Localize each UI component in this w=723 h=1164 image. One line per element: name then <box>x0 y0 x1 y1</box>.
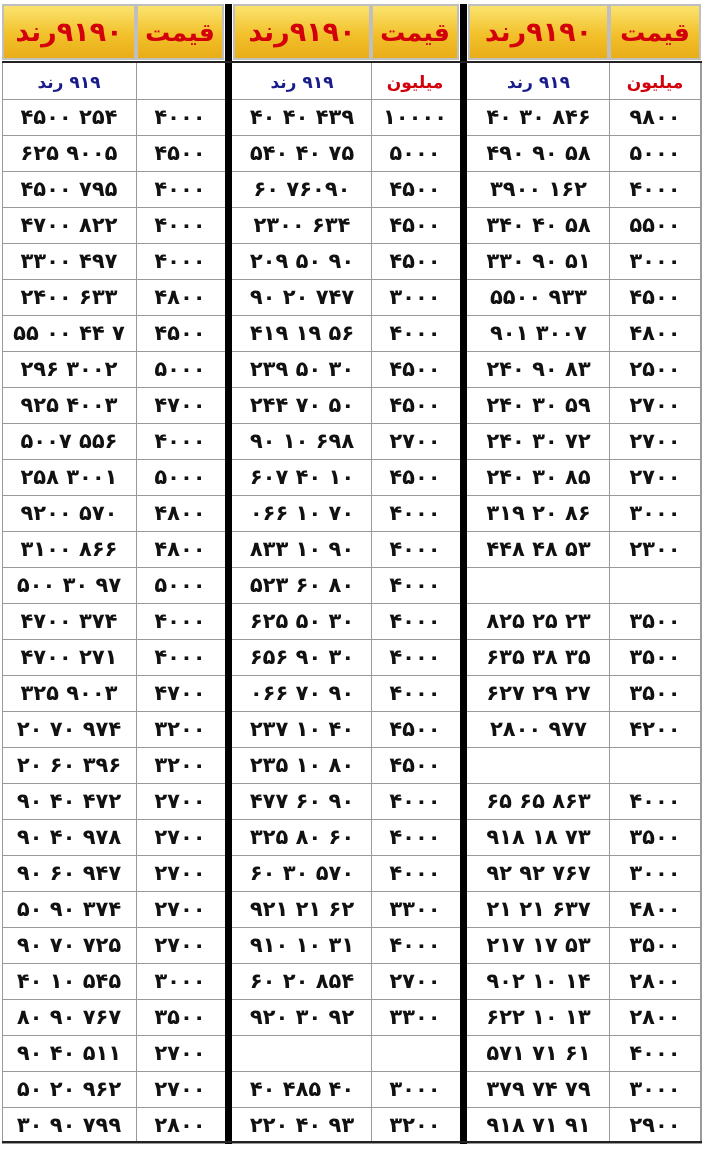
phone-number-cell: ۹۰ ۴۰ ۵۱۱ <box>16 1041 122 1065</box>
price-cell: ۳۲۰۰ <box>389 1113 441 1137</box>
row-divider <box>2 603 702 604</box>
price-cell <box>609 567 701 603</box>
phone-number-cell: ۲۴۰ ۹۰ ۸۳ <box>486 357 591 381</box>
price-cell: ۴۸۰۰ <box>629 321 681 345</box>
price-cell: ۵۰۰۰ <box>629 141 681 165</box>
phone-number-cell: ۵۰۰ ۳۰ ۹۷ <box>16 573 122 597</box>
phone-number-cell: ۹۲ ۹۲ ۷۶۷ <box>486 861 591 885</box>
price-cell: ۴۸۰۰ <box>154 537 206 561</box>
row-divider <box>2 387 702 388</box>
phone-number-cell: ۹۲۰۰ ۵۷۰ <box>20 501 118 525</box>
price-cell: ۴۰۰۰ <box>389 861 441 885</box>
phone-number-cell: ۲۰ ۷۰ ۹۷۴ <box>16 717 122 741</box>
phone-number-cell: ۵۰ ۹۰ ۳۷۴ <box>16 897 122 921</box>
price-cell: ۵۰۰۰ <box>154 357 206 381</box>
price-cell: ۴۵۰۰ <box>629 285 681 309</box>
price-cell: ۴۵۰۰ <box>154 321 206 345</box>
phone-number-cell: ۹۲۱ ۲۱ ۶۲ <box>249 897 355 921</box>
row-divider <box>2 99 702 100</box>
price-cell: ۲۷۰۰ <box>629 393 681 417</box>
phone-number-cell: ۹۰ ۴۰ ۴۷۲ <box>16 789 122 813</box>
column-divider <box>609 62 610 1142</box>
phone-number-cell: ۶۰ ۷۶۰۹۰ <box>253 177 351 201</box>
row-divider <box>2 711 702 712</box>
phone-number-cell: ۳۳۰۰ ۴۹۷ <box>20 249 118 273</box>
header-price-left: قیمت <box>136 4 224 60</box>
table-row <box>0 747 723 783</box>
table-row <box>0 279 723 315</box>
price-cell: ۳۰۰۰ <box>389 285 441 309</box>
price-cell: ۲۷۰۰ <box>154 861 206 885</box>
header-number-left: ۹۱۹۰رند <box>2 4 136 60</box>
phone-number-cell: ۴۵۰۰ ۲۵۴ <box>20 105 118 129</box>
price-cell: ۲۷۰۰ <box>154 1041 206 1065</box>
phone-number-cell: ۸۳۳ ۱۰ ۹۰ <box>249 537 355 561</box>
phone-number-cell: ۶۲۲ ۱۰ ۱۳ <box>486 1005 591 1029</box>
price-cell: ۳۰۰۰ <box>629 861 681 885</box>
phone-number-cell: ۶۲۵ ۹۰۰۵ <box>20 141 118 165</box>
phone-number-cell: ۳۴۰ ۴۰ ۵۸ <box>486 213 591 237</box>
price-cell: ۴۷۰۰ <box>154 393 206 417</box>
phone-number-cell: ۹۲۵ ۴۰۰۳ <box>20 393 118 417</box>
price-cell: ۴۰۰۰ <box>629 1041 681 1065</box>
row-divider <box>2 279 702 280</box>
table-row <box>0 927 723 963</box>
phone-number-cell: ۲۱۷ ۱۷ ۵۳ <box>486 933 591 957</box>
row-divider <box>2 315 702 316</box>
phone-number-cell <box>468 747 609 783</box>
price-cell: ۳۲۰۰ <box>154 717 206 741</box>
row-divider <box>2 135 702 136</box>
phone-number-cell: ۶۰ ۳۰ ۵۷۰ <box>249 861 355 885</box>
table-row <box>0 459 723 495</box>
row-divider <box>2 567 702 568</box>
table-row <box>0 1071 723 1107</box>
price-cell: ۴۰۰۰ <box>154 177 206 201</box>
phone-number-cell: ۹۰ ۴۰ ۹۷۸ <box>16 825 122 849</box>
phone-number-cell: ۲۳۷ ۱۰ ۴۰ <box>249 717 355 741</box>
phone-number-cell: ۴۰ ۳۰ ۸۴۶ <box>486 105 591 129</box>
table-row <box>0 135 723 171</box>
table-row <box>0 207 723 243</box>
phone-number-cell: ۴۰ ۱۰ ۵۴۵ <box>16 969 122 993</box>
price-cell: ۲۷۰۰ <box>154 789 206 813</box>
table-row <box>0 243 723 279</box>
subheader-price-middle: میلیون <box>386 73 444 93</box>
phone-number-cell: ۵۲۳ ۶۰ ۸۰ <box>249 573 355 597</box>
phone-number-cell: ۴۷۰۰ ۳۷۴ <box>20 609 118 633</box>
row-divider <box>2 495 702 496</box>
price-cell: ۴۰۰۰ <box>389 933 441 957</box>
price-cell: ۴۰۰۰ <box>154 645 206 669</box>
phone-number-cell: ۹۱۸ ۷۱ ۹۱ <box>486 1113 591 1137</box>
header-number-middle: ۹۱۹۰رند <box>233 4 371 60</box>
phone-number-cell: ۲۴۰ ۳۰ ۷۲ <box>486 429 591 453</box>
phone-number-cell: ۲۲۰ ۴۰ ۹۳ <box>249 1113 355 1137</box>
phone-number-cell: ۹۰ ۱۰ ۶۹۸ <box>249 429 355 453</box>
row-divider <box>2 1071 702 1072</box>
phone-number-cell: ۶۰۷ ۴۰ ۱۰ <box>249 465 355 489</box>
phone-number-cell: ۹۲۰ ۳۰ ۹۲ <box>249 1005 355 1029</box>
phone-number-cell: ۴۷۷ ۶۰ ۹۰ <box>249 789 355 813</box>
phone-number-cell: ۹۱۰ ۱۰ ۳۱ <box>249 933 355 957</box>
table-row <box>0 495 723 531</box>
table-row <box>0 711 723 747</box>
row-divider <box>2 639 702 640</box>
price-cell: ۴۰۰۰ <box>154 249 206 273</box>
phone-number-cell: ۲۴۴ ۷۰ ۵۰ <box>249 393 355 417</box>
phone-number-cell: ۳۰ ۹۰ ۷۹۹ <box>16 1113 122 1137</box>
price-cell: ۴۵۰۰ <box>389 717 441 741</box>
price-cell: ۴۵۰۰ <box>389 357 441 381</box>
table-row <box>0 99 723 135</box>
row-divider <box>2 459 702 460</box>
price-cell: ۴۵۰۰ <box>389 177 441 201</box>
price-cell: ۲۸۰۰ <box>629 969 681 993</box>
price-cell: ۴۰۰۰ <box>629 789 681 813</box>
row-divider <box>2 891 702 892</box>
phone-number-cell: ۹۰ ۷۰ ۷۲۵ <box>16 933 122 957</box>
price-cell <box>609 747 701 783</box>
table-row <box>0 891 723 927</box>
price-cell: ۴۵۰۰ <box>389 249 441 273</box>
price-cell: ۲۸۰۰ <box>629 1005 681 1029</box>
table-row <box>0 819 723 855</box>
table-bottom-border <box>2 1141 702 1143</box>
phone-number-cell: ۴۰ ۴۸۵ ۴۰ <box>249 1077 355 1101</box>
row-divider <box>2 171 702 172</box>
phone-number-cell: ۲۴۰ ۳۰ ۸۵ <box>486 465 591 489</box>
row-divider <box>2 927 702 928</box>
phone-number-cell: ۸۰ ۹۰ ۷۶۷ <box>16 1005 122 1029</box>
table-row <box>0 567 723 603</box>
price-cell <box>371 1035 459 1071</box>
price-cell: ۴۰۰۰ <box>154 213 206 237</box>
phone-number-cell: ۴۱۹ ۱۹ ۵۶ <box>249 321 355 345</box>
table-row <box>0 387 723 423</box>
phone-number-cell: ۹۰ ۶۰ ۹۴۷ <box>16 861 122 885</box>
phone-number-cell: ۴۹۰ ۹۰ ۵۸ <box>486 141 591 165</box>
header-price-right: قیمت <box>609 4 701 60</box>
row-divider <box>2 1107 702 1108</box>
price-cell: ۹۸۰۰ <box>629 105 681 129</box>
phone-number-cell: ۶۵۶ ۹۰ ۳۰ <box>249 645 355 669</box>
price-cell: ۲۷۰۰ <box>154 933 206 957</box>
price-cell: ۴۲۰۰ <box>629 717 681 741</box>
price-cell: ۴۰۰۰ <box>389 789 441 813</box>
price-cell: ۵۰۰۰ <box>389 141 441 165</box>
subheader-price-left <box>136 67 224 99</box>
price-cell: ۲۷۰۰ <box>629 465 681 489</box>
price-cell: ۳۳۰۰ <box>389 897 441 921</box>
phone-number-cell: ۵۰ ۲۰ ۹۶۲ <box>16 1077 122 1101</box>
phone-number-cell: ۶۳۵ ۳۸ ۳۵ <box>486 645 591 669</box>
price-cell: ۲۷۰۰ <box>629 429 681 453</box>
header-price-middle: قیمت <box>371 4 459 60</box>
table-row <box>0 783 723 819</box>
price-cell: ۴۵۰۰ <box>154 141 206 165</box>
column-divider <box>700 62 702 1142</box>
phone-number-cell: ۶۲۷ ۲۹ ۲۷ <box>486 681 591 705</box>
table-row <box>0 999 723 1035</box>
table-row <box>0 171 723 207</box>
phone-number-cell: ۲۱ ۲۱ ۶۳۷ <box>486 897 591 921</box>
phone-number-cell: ۴۷۰۰ ۲۷۱ <box>20 645 118 669</box>
price-cell: ۳۳۰۰ <box>389 1005 441 1029</box>
phone-number-cell: ۲۴۰ ۳۰ ۵۹ <box>486 393 591 417</box>
price-cell: ۴۰۰۰ <box>629 177 681 201</box>
phone-number-cell: ۰۶۶ ۱۰ ۷۰ <box>249 501 355 525</box>
price-cell: ۳۰۰۰ <box>629 1077 681 1101</box>
price-cell: ۴۰۰۰ <box>389 537 441 561</box>
phone-number-cell: ۸۲۵ ۲۵ ۲۳ <box>486 609 591 633</box>
phone-number-cell: ۹۰ ۲۰ ۷۴۷ <box>249 285 355 309</box>
table-row <box>0 963 723 999</box>
phone-number-cell: ۲۴۰۰ ۶۳۳ <box>20 285 118 309</box>
column-divider <box>371 62 372 1142</box>
phone-number-cell: ۳۲۵ ۹۰۰۳ <box>20 681 118 705</box>
table-row <box>0 603 723 639</box>
row-divider <box>2 855 702 856</box>
price-cell: ۳۵۰۰ <box>629 825 681 849</box>
phone-number-cell: ۶۵ ۶۵ ۸۶۳ <box>486 789 591 813</box>
price-cell: ۴۰۰۰ <box>154 105 206 129</box>
phone-number-cell: ۲۹۶ ۳۰۰۲ <box>20 357 118 381</box>
price-cell: ۴۰۰۰ <box>389 825 441 849</box>
subheader-number-middle: ۹۱۹ رند <box>270 73 334 93</box>
phone-number-cell: ۳۲۵ ۸۰ ۶۰ <box>249 825 355 849</box>
price-cell: ۴۷۰۰ <box>154 681 206 705</box>
phone-number-cell: ۲۰۹ ۵۰ ۹۰ <box>249 249 355 273</box>
phone-number-cell: ۳۹۰۰ ۱۶۲ <box>489 177 588 201</box>
subheader-price-right: میلیون <box>626 73 684 93</box>
row-divider <box>2 783 702 784</box>
row-divider <box>2 819 702 820</box>
phone-number-cell: ۳۱۰۰ ۸۶۶ <box>20 537 118 561</box>
price-cell: ۴۰۰۰ <box>154 609 206 633</box>
price-cell: ۴۰۰۰ <box>389 573 441 597</box>
price-cell: ۱۰۰۰۰ <box>382 105 448 129</box>
phone-number-cell <box>468 567 609 603</box>
price-cell: ۳۰۰۰ <box>629 249 681 273</box>
phone-number-cell: ۵۰۰۷ ۵۵۶ <box>20 429 118 453</box>
price-cell: ۲۷۰۰ <box>154 825 206 849</box>
section-separator <box>225 4 232 1144</box>
price-cell: ۳۵۰۰ <box>629 933 681 957</box>
phone-number-cell: ۲۵۸ ۳۰۰۱ <box>20 465 118 489</box>
phone-number-cell: ۳۳۰ ۹۰ ۵۱ <box>486 249 591 273</box>
price-cell: ۲۹۰۰ <box>629 1113 681 1137</box>
price-cell: ۳۲۰۰ <box>154 753 206 777</box>
phone-number-cell: ۴۴۸ ۴۸ ۵۳ <box>486 537 591 561</box>
price-cell: ۴۸۰۰ <box>154 285 206 309</box>
subheader-number-left: ۹۱۹ رند <box>37 73 101 93</box>
price-cell: ۴۰۰۰ <box>389 609 441 633</box>
row-divider <box>2 243 702 244</box>
phone-number-cell: ۹۰۱ ۳۰۰۷ <box>489 321 588 345</box>
row-divider <box>2 351 702 352</box>
phone-number-cell: ۲۳۵ ۱۰ ۸۰ <box>249 753 355 777</box>
price-cell: ۳۵۰۰ <box>629 645 681 669</box>
phone-number-cell: ۵۵۰۰ ۹۳۳ <box>489 285 588 309</box>
subheader-number-right: ۹۱۹ رند <box>506 73 571 93</box>
row-divider <box>2 999 702 1000</box>
price-cell: ۳۵۰۰ <box>629 681 681 705</box>
phone-number-cell: ۳۷۹ ۷۴ ۷۹ <box>486 1077 591 1101</box>
row-divider <box>2 1035 702 1036</box>
price-cell: ۲۷۰۰ <box>389 429 441 453</box>
row-divider <box>2 675 702 676</box>
header-bottom-border <box>2 61 702 63</box>
column-divider <box>2 62 3 1142</box>
price-cell: ۲۵۰۰ <box>629 357 681 381</box>
section-separator <box>460 4 467 1144</box>
phone-number-cell: ۲۰ ۶۰ ۳۹۶ <box>16 753 122 777</box>
phone-number-cell: ۹۱۸ ۱۸ ۷۳ <box>486 825 591 849</box>
price-cell: ۴۸۰۰ <box>154 501 206 525</box>
row-divider <box>2 963 702 964</box>
table-row <box>0 531 723 567</box>
price-cell: ۳۰۰۰ <box>389 1077 441 1101</box>
price-cell: ۴۵۰۰ <box>389 753 441 777</box>
table-row <box>0 351 723 387</box>
phone-number-cell: ۶۲۵ ۵۰ ۳۰ <box>249 609 355 633</box>
price-cell: ۵۰۰۰ <box>154 465 206 489</box>
header-number-right: ۹۱۹۰رند <box>468 4 609 60</box>
price-cell: ۳۰۰۰ <box>629 501 681 525</box>
row-divider <box>2 531 702 532</box>
price-cell: ۴۸۰۰ <box>629 897 681 921</box>
table-row <box>0 315 723 351</box>
table-row <box>0 423 723 459</box>
price-cell: ۴۰۰۰ <box>389 645 441 669</box>
table-row <box>0 639 723 675</box>
price-cell: ۵۰۰۰ <box>154 573 206 597</box>
price-cell: ۴۰۰۰ <box>389 321 441 345</box>
row-divider <box>2 423 702 424</box>
price-cell: ۳۰۰۰ <box>154 969 206 993</box>
phone-number-cell: ۴۰ ۴۰ ۴۳۹ <box>249 105 355 129</box>
price-cell: ۳۵۰۰ <box>629 609 681 633</box>
table-row <box>0 675 723 711</box>
column-divider <box>136 62 137 1142</box>
price-cell: ۳۵۰۰ <box>154 1005 206 1029</box>
row-divider <box>2 1143 702 1144</box>
phone-number-cell: ۵۵ ۰۰ ۴۴ ۷ <box>13 321 125 345</box>
table-row <box>0 1035 723 1071</box>
price-cell: ۲۷۰۰ <box>389 969 441 993</box>
phone-number-cell: ۲۳۹ ۵۰ ۳۰ <box>249 357 355 381</box>
table-row <box>0 855 723 891</box>
phone-number-cell: ۳۱۹ ۲۰ ۸۶ <box>486 501 591 525</box>
phone-number-cell: ۵۷۱ ۷۱ ۶۱ <box>486 1041 591 1065</box>
phone-number-cell: ۲۳۰۰ ۶۳۴ <box>253 213 351 237</box>
price-cell: ۴۵۰۰ <box>389 465 441 489</box>
phone-number-cell: ۵۴۰ ۴۰ ۷۵ <box>249 141 355 165</box>
phone-number-cell <box>233 1035 371 1071</box>
row-divider <box>2 207 702 208</box>
phone-number-cell: ۶۰ ۲۰ ۸۵۴ <box>249 969 355 993</box>
phone-number-cell: ۴۷۰۰ ۸۲۲ <box>20 213 118 237</box>
price-cell: ۵۵۰۰ <box>629 213 681 237</box>
table-row <box>0 1107 723 1143</box>
phone-number-cell: ۰۶۶ ۷۰ ۹۰ <box>249 681 355 705</box>
price-cell: ۲۷۰۰ <box>154 1077 206 1101</box>
price-cell: ۴۵۰۰ <box>389 213 441 237</box>
phone-number-cell: ۹۰۲ ۱۰ ۱۴ <box>486 969 591 993</box>
row-divider <box>2 747 702 748</box>
price-cell: ۴۵۰۰ <box>389 393 441 417</box>
phone-number-cell: ۴۵۰۰ ۷۹۵ <box>20 177 118 201</box>
price-cell: ۲۷۰۰ <box>154 897 206 921</box>
price-cell: ۲۸۰۰ <box>154 1113 206 1137</box>
phone-number-cell: ۲۸۰۰ ۹۷۷ <box>489 717 588 741</box>
price-cell: ۴۰۰۰ <box>389 501 441 525</box>
price-cell: ۴۰۰۰ <box>154 429 206 453</box>
price-cell: ۴۰۰۰ <box>389 681 441 705</box>
price-cell: ۲۳۰۰ <box>629 537 681 561</box>
